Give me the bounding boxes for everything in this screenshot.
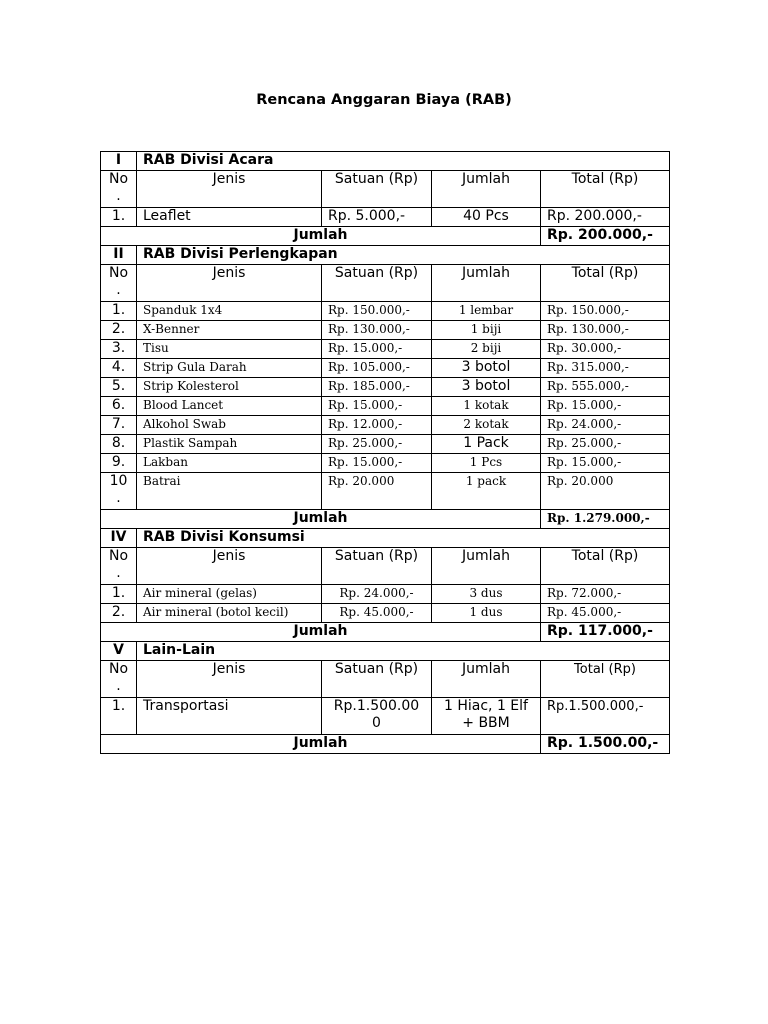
item-no: 3.: [101, 340, 137, 359]
item-jenis: Leaflet: [137, 208, 322, 227]
item-no: 2.: [101, 604, 137, 623]
item-no: 1.: [101, 208, 137, 227]
item-jumlah: 40 Pcs: [432, 208, 541, 227]
item-satuan: Rp. 25.000,-: [322, 435, 432, 454]
item-total: Rp. 200.000,-: [541, 208, 670, 227]
table-row: [101, 604, 670, 623]
section-header-row: [101, 529, 670, 548]
item-satuan: Rp. 20.000: [322, 473, 432, 510]
item-satuan: Rp. 15.000,-: [322, 340, 432, 359]
header-satuan: Satuan (Rp): [322, 265, 432, 302]
header-total: Total (Rp): [541, 265, 670, 302]
item-jumlah: 3 dus: [432, 585, 541, 604]
item-jenis: Plastik Sampah: [137, 435, 322, 454]
section-title: RAB Divisi Acara: [137, 152, 670, 171]
table-row: [101, 208, 670, 227]
item-jumlah: 1 Hiac, 1 Elf + BBM: [432, 698, 541, 735]
table-row: [101, 321, 670, 340]
header-no: No .: [101, 171, 137, 208]
item-jenis: Lakban: [137, 454, 322, 473]
item-no: 1.: [101, 585, 137, 604]
item-total: Rp. 150.000,-: [541, 302, 670, 321]
jumlah-row: [101, 510, 670, 529]
item-satuan: Rp. 15.000,-: [322, 397, 432, 416]
item-jumlah: 1 pack: [432, 473, 541, 510]
item-jumlah: 3 botol: [432, 359, 541, 378]
header-satuan: Satuan (Rp): [322, 661, 432, 698]
document-title: Rencana Anggaran Biaya (RAB): [256, 92, 512, 108]
section-number: I: [101, 152, 137, 171]
item-satuan: Rp. 12.000,-: [322, 416, 432, 435]
item-total: Rp. 24.000,-: [541, 416, 670, 435]
jumlah-label: Jumlah: [101, 735, 541, 754]
item-satuan: Rp. 130.000,-: [322, 321, 432, 340]
item-jenis: Strip Kolesterol: [137, 378, 322, 397]
item-no: 5.: [101, 378, 137, 397]
item-jumlah: 2 biji: [432, 340, 541, 359]
header-no: No .: [101, 661, 137, 698]
jumlah-label: Jumlah: [101, 623, 541, 642]
item-no: 10 .: [101, 473, 137, 510]
item-total: Rp. 555.000,-: [541, 378, 670, 397]
item-jenis: Alkohol Swab: [137, 416, 322, 435]
column-header-row: [101, 661, 670, 698]
item-jenis: Air mineral (botol kecil): [137, 604, 322, 623]
jumlah-label: Jumlah: [101, 510, 541, 529]
item-jumlah: 1 kotak: [432, 397, 541, 416]
item-jenis: Blood Lancet: [137, 397, 322, 416]
section-total: Rp. 117.000,-: [541, 623, 670, 642]
item-total: Rp. 315.000,-: [541, 359, 670, 378]
item-no: 2.: [101, 321, 137, 340]
item-jenis: Air mineral (gelas): [137, 585, 322, 604]
item-satuan: Rp. 150.000,-: [322, 302, 432, 321]
table-row: [101, 416, 670, 435]
item-total: Rp. 130.000,-: [541, 321, 670, 340]
header-jenis: Jenis: [137, 548, 322, 585]
table-row: [101, 698, 670, 735]
section-number: IV: [101, 529, 137, 548]
section-header-row: [101, 152, 670, 171]
item-total: Rp. 30.000,-: [541, 340, 670, 359]
section-number: V: [101, 642, 137, 661]
jumlah-row: [101, 623, 670, 642]
item-total: Rp. 20.000: [541, 473, 670, 510]
item-total: Rp. 15.000,-: [541, 397, 670, 416]
table-row: [101, 435, 670, 454]
item-jumlah: 1 biji: [432, 321, 541, 340]
item-jenis: Batrai: [137, 473, 322, 510]
header-total: Total (Rp): [541, 548, 670, 585]
section-header-row: [101, 642, 670, 661]
section-title: RAB Divisi Konsumsi: [137, 529, 670, 548]
header-jumlah: Jumlah: [432, 548, 541, 585]
item-total: Rp. 72.000,-: [541, 585, 670, 604]
rab-table: [100, 151, 670, 754]
table-row: [101, 454, 670, 473]
header-no: No .: [101, 548, 137, 585]
item-jenis: Strip Gula Darah: [137, 359, 322, 378]
header-jumlah: Jumlah: [432, 171, 541, 208]
header-jenis: Jenis: [137, 661, 322, 698]
item-no: 6.: [101, 397, 137, 416]
section-number: II: [101, 246, 137, 265]
header-satuan: Satuan (Rp): [322, 548, 432, 585]
header-jumlah: Jumlah: [432, 265, 541, 302]
section-header-row: [101, 246, 670, 265]
item-no: 7.: [101, 416, 137, 435]
item-satuan: Rp. 105.000,-: [322, 359, 432, 378]
table-row: [101, 585, 670, 604]
item-no: 9.: [101, 454, 137, 473]
table-row: [101, 302, 670, 321]
item-no: 1.: [101, 698, 137, 735]
table-row: [101, 473, 670, 510]
item-satuan: Rp. 15.000,-: [322, 454, 432, 473]
header-satuan: Satuan (Rp): [322, 171, 432, 208]
table-row: [101, 340, 670, 359]
column-header-row: [101, 548, 670, 585]
item-total: Rp.1.500.000,-: [541, 698, 670, 735]
item-satuan: Rp. 45.000,-: [322, 604, 432, 623]
item-jumlah: 3 botol: [432, 378, 541, 397]
item-jumlah: 1 lembar: [432, 302, 541, 321]
section-title: Lain-Lain: [137, 642, 670, 661]
jumlah-label: Jumlah: [101, 227, 541, 246]
section-total: Rp. 200.000,-: [541, 227, 670, 246]
section-title: RAB Divisi Perlengkapan: [137, 246, 670, 265]
table-row: [101, 397, 670, 416]
item-total: Rp. 25.000,-: [541, 435, 670, 454]
header-jumlah: Jumlah: [432, 661, 541, 698]
item-no: 4.: [101, 359, 137, 378]
item-total: Rp. 15.000,-: [541, 454, 670, 473]
item-total: Rp. 45.000,-: [541, 604, 670, 623]
item-satuan: Rp. 185.000,-: [322, 378, 432, 397]
item-satuan: Rp. 5.000,-: [322, 208, 432, 227]
item-jenis: Spanduk 1x4: [137, 302, 322, 321]
item-no: 8.: [101, 435, 137, 454]
item-jumlah: 1 dus: [432, 604, 541, 623]
header-total: Total (Rp): [541, 661, 670, 698]
item-jumlah: 1 Pack: [432, 435, 541, 454]
section-total: Rp. 1.500.00,-: [541, 735, 670, 754]
item-jumlah: 1 Pcs: [432, 454, 541, 473]
table-row: [101, 378, 670, 397]
header-no: No .: [101, 265, 137, 302]
item-satuan: Rp.1.500.00 0: [322, 698, 432, 735]
item-jenis: Transportasi: [137, 698, 322, 735]
item-satuan: Rp. 24.000,-: [322, 585, 432, 604]
item-jenis: Tisu: [137, 340, 322, 359]
header-jenis: Jenis: [137, 265, 322, 302]
item-jumlah: 2 kotak: [432, 416, 541, 435]
header-total: Total (Rp): [541, 171, 670, 208]
jumlah-row: [101, 735, 670, 754]
table-row: [101, 359, 670, 378]
column-header-row: [101, 265, 670, 302]
section-total: Rp. 1.279.000,-: [541, 510, 670, 529]
jumlah-row: [101, 227, 670, 246]
item-no: 1.: [101, 302, 137, 321]
column-header-row: [101, 171, 670, 208]
header-jenis: Jenis: [137, 171, 322, 208]
item-jenis: X-Benner: [137, 321, 322, 340]
